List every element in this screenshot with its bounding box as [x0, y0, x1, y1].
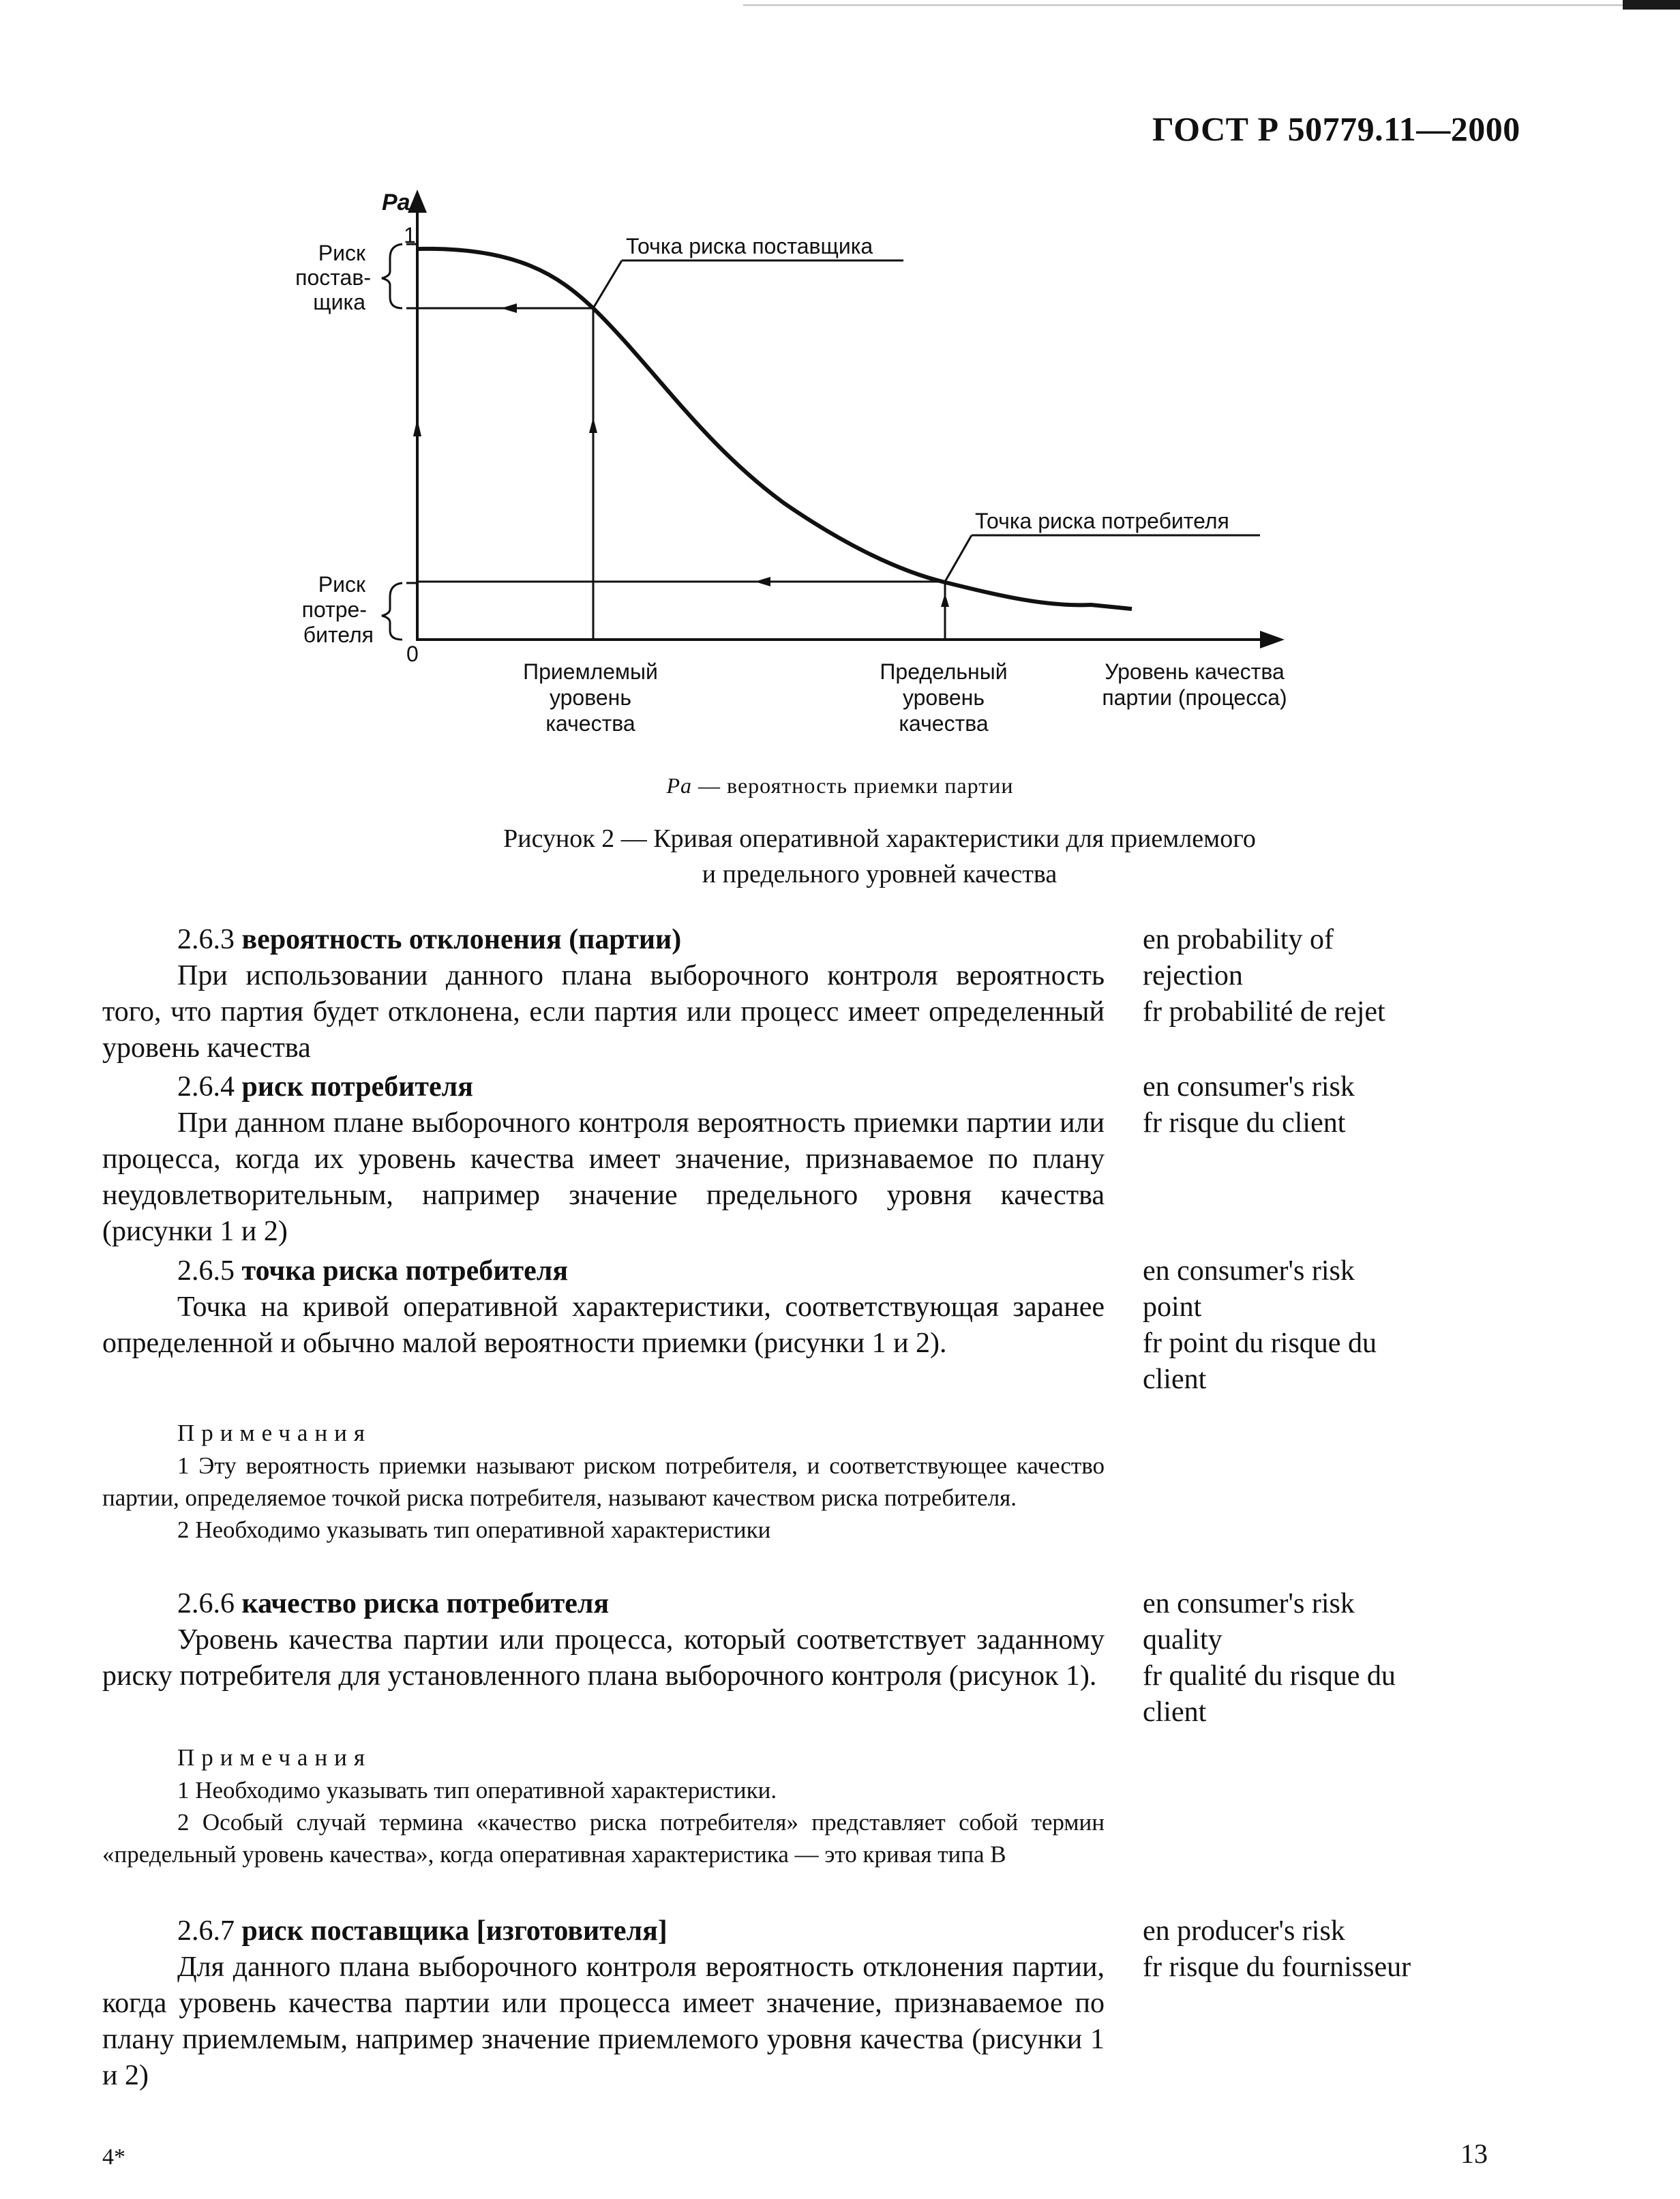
term-definition: При данном плане выборочного контроля вероятность приемки партии или процесса, когда их уровень качества имеет значение, признаваемое по плану неудовлетворительным, например значение предельного уровня качества (рисунки 1 и 2): [102, 1107, 1105, 1247]
notes-block-2: 1 Необходимо указывать тип оперативной характеристики. 2 Особый случай термина «качество риска потребителя» представляет собой термин «предельный уровень качества», когда оперативная характеристика — это кривая типа В: [102, 1777, 1105, 1868]
section-2-6-5: 2.6.5 точка риска потребителя Точка на кривой оперативной характеристики, соответствующая заранее определенной и обычно малой вероятности приемки (рисунки 1 и 2).: [102, 1253, 1105, 1362]
oc-curve: [417, 249, 1132, 609]
y-axis-label: Pa: [382, 190, 410, 215]
signature-mark: 4*: [102, 2144, 125, 2170]
term-definition: Точка на кривой оперативной характеристики, соответствующая заранее определенной и обычно малой вероятности приемки (рисунки 1 и 2).: [102, 1291, 1105, 1359]
section-2-6-3: 2.6.3 вероятность отклонения (партии) При использовании данного плана выборочного контроля вероятность того, что партия будет отклонена, если партия или процесс имеет определенный уровень качества: [102, 922, 1105, 1066]
section-2-6-5-equivalents: en consumer's risk point fr point du risque du client: [1143, 1255, 1377, 1395]
aql-label: Приемлемый: [523, 659, 658, 684]
supplier-point-leader: [593, 260, 622, 308]
section-2-6-7-equivalents: en producer's risk fr risque du fournisseur: [1143, 1915, 1411, 1983]
term-title: точка риска потребителя: [241, 1255, 569, 1287]
term-title: качество риска потребителя: [241, 1588, 610, 1619]
svg-text:уровень: уровень: [902, 685, 985, 710]
consumer-point-leader: [945, 535, 972, 582]
y-axis-arrow-icon: [408, 190, 427, 213]
svg-text:уровень: уровень: [549, 685, 632, 710]
term-definition: При использовании данного плана выборочного контроля вероятность того, что партия будет отклонена, если партия или процесс имеет определенный уровень качества: [102, 960, 1105, 1064]
svg-text:потре-: потре-: [301, 597, 367, 622]
page-number: 13: [1460, 2138, 1488, 2169]
section-2-6-6: 2.6.6 качество риска потребителя Уровень качества партии или процесса, который соответствует заданному риску потребителя для установленного плана выборочного контроля (рисунок 1).: [102, 1586, 1105, 1694]
section-2-6-4: 2.6.4 риск потребителя При данном плане выборочного контроля вероятность приемки партии или процесса, когда их уровень качества имеет значение, признаваемое по плану неудовлетворительным, например значение предельного уровня качества (рисунки 1 и 2): [102, 1069, 1105, 1250]
lql-line-arrow-icon: [941, 593, 949, 607]
notes-heading: Примечания: [177, 1744, 372, 1771]
consumer-point-label: Точка риска потребителя: [975, 509, 1229, 533]
svg-text:постав-: постав-: [295, 265, 371, 290]
svg-text:партии (процесса): партии (процесса): [1102, 685, 1287, 710]
x-axis-label: Уровень качества: [1105, 659, 1285, 684]
section-2-6-3-equivalents: en probability of rejection fr probabilité de rejet: [1143, 924, 1385, 1028]
oc-curve-figure: [0, 0, 1680, 764]
notes-heading: Примечания: [177, 1420, 372, 1446]
figure-caption: Рисунок 2 — Кривая оперативной характеристики для приемлемого и предельного уровней качества: [503, 824, 1256, 888]
term-definition: Уровень качества партии или процесса, который соответствует заданному риску потребителя для установленного плана выборочного контроля (рисунок 1).: [102, 1624, 1105, 1692]
supplier-point-label: Точка риска поставщика: [626, 234, 873, 258]
svg-text:бителя: бителя: [303, 623, 374, 647]
term-title: риск потребителя: [241, 1071, 473, 1103]
section-2-6-4-equivalents: en consumer's risk fr risque du client: [1143, 1071, 1355, 1139]
x-axis-arrow-icon: [1260, 631, 1285, 648]
consumer-risk-label: Риск: [318, 572, 365, 597]
term-title: риск поставщика [изготовителя]: [241, 1915, 668, 1947]
figure-legend: Pa — вероятность приемки партии: [666, 773, 1014, 798]
tick-one: 1: [404, 223, 416, 248]
term-title: вероятность отклонения (партии): [241, 924, 682, 955]
aql-line-arrow-icon: [589, 417, 597, 433]
term-definition: Для данного плана выборочного контроля вероятность отклонения партии, когда уровень качества партии или процесса имеет значение, признаваемое по плану приемлемым, например значение приемлемого уровня качества (рисунки 1 и 2): [102, 1951, 1105, 2091]
document-header: ГОСТ Р 50779.11—2000: [1152, 110, 1520, 148]
svg-text:качества: качества: [545, 711, 635, 736]
section-2-6-7: 2.6.7 риск поставщика [изготовителя] Для данного плана выборочного контроля вероятность отклонения партии, когда уровень качества партии или процесса имеет значение, признаваемое по плану приемлемым, например значение приемлемого уровня качества (рисунки 1 и 2): [102, 1913, 1105, 2094]
notes-block-1: 1 Эту вероятность приемки называют риском потребителя, и соответствующее качество партии, определяемое точкой риска потребителя, называют качеством риска потребителя. 2 Необходимо указывать тип оперативной характеристики: [102, 1452, 1105, 1543]
svg-text:качества: качества: [899, 711, 989, 736]
svg-text:щика: щика: [313, 290, 365, 314]
lql-label: Предельный: [880, 659, 1008, 684]
supplier-line-arrow-icon: [501, 303, 517, 313]
consumer-risk-brace: [382, 583, 402, 640]
y-axis-mid-arrow-icon: [413, 419, 421, 436]
tick-zero: 0: [406, 642, 419, 666]
section-2-6-6-equivalents: en consumer's risk quality fr qualité du risque du client: [1143, 1588, 1396, 1728]
consumer-line-arrow-icon: [755, 577, 770, 586]
supplier-risk-label: Риск: [318, 241, 365, 265]
supplier-risk-brace: [382, 244, 402, 308]
